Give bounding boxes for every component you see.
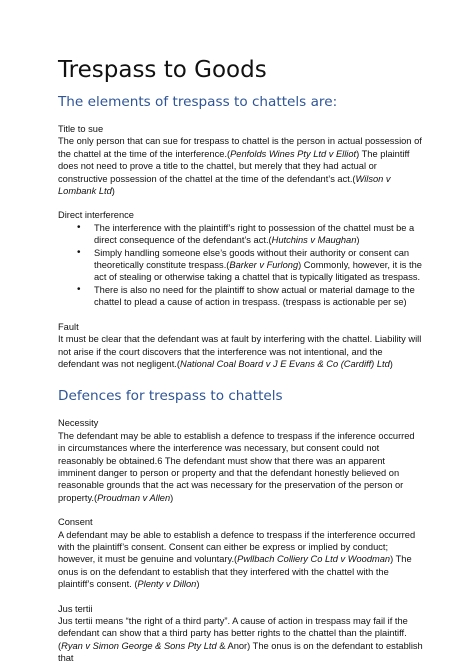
list-item (94, 284, 424, 309)
case-citation: Ryan v Simon George & Sons Pty Ltd (61, 640, 217, 651)
text-run: Jus tertii means “the right of a third party”. A cause of action in trespass may fail if the defendant can show that a third party has better rights to the chattel than the plaintiff. ( (58, 616, 408, 651)
text-run: A defendant may be able to establish a defence to trespass if the interference occurred with the plaintiff’s consent. Consent can either be express or implied by conduct; however, it must be genuine and voluntary.( (58, 529, 416, 565)
case-citation: Plenty v Dillon (137, 579, 197, 590)
text-run: ) The plaintiff does not need to prove a title to the chattel, but merely that they had actual or constructive possession of the chattel at the time of the defendant’s act.( (58, 148, 410, 184)
case-citation: National Coal Board v J E Evans & Co (Cardiff) Ltd (179, 358, 390, 369)
direct-interference-label: Direct interference (58, 210, 134, 221)
text-run: ) (170, 492, 174, 503)
text-run: ) Commonly, however, it is the act of stealing or otherwise taking a chattel that is typically litigated as trespass. (94, 260, 422, 283)
case-citation: Pwllbach Colliery Co Ltd v Woodman (237, 554, 391, 565)
section-jus-tertii (58, 603, 424, 665)
text-run: & Anor) The onus is on the defendant to establish that (58, 640, 423, 664)
direct-interference-list (58, 222, 424, 309)
text-run: The defendant may be able to establish a defence to trespass if the inference occurred in circumstances where the interference was necessary, but consent could not reasonably be obtained.6 The defendant must show that there was an apparent imminent danger to person or property and that the defendant honestly believed on reasonable grounds that the act was necessary for the preservation of the person or property.( (58, 430, 415, 503)
section-fault (58, 321, 424, 371)
section-necessity (58, 417, 424, 504)
consent-label: Consent (58, 517, 93, 528)
text-run: ) (111, 186, 115, 197)
fault-paragraph (58, 333, 424, 370)
text-run: ) (196, 579, 200, 590)
defences-heading: Defences for trespass to chattels (58, 388, 283, 405)
section-direct-interference (58, 209, 424, 308)
list-item (94, 222, 424, 247)
section-consent (58, 516, 424, 590)
title-to-sue-label: Title to sue (58, 124, 104, 134)
section-title-to-sue (58, 123, 424, 197)
case-citation: Barker v Furlong (229, 260, 299, 271)
text-run: ) (356, 235, 360, 246)
case-citation: Wilson v Lombank Ltd (58, 173, 391, 197)
text-run: It must be clear that the defendant was at fault by interfering with the chattel. Liability will not arise if the court discovers that the interference was not intentional, and the defendant was not negligent.( (58, 334, 422, 369)
elements-heading: The elements of trespass to chattels are: (58, 94, 338, 110)
title-to-sue-paragraph (58, 135, 424, 197)
text-run: There is also no need for the plaintiff to show actual or material damage to the chattel to plead a cause of action in trespass. (trespass is actionable per se) (94, 284, 415, 308)
fault-label: Fault (58, 321, 79, 332)
list-item (94, 247, 424, 284)
jus-tertii-paragraph (58, 615, 424, 665)
case-citation: Hutchins v Maughan (271, 235, 357, 246)
jus-tertii-label: Jus tertii (58, 603, 93, 614)
text-run: The only person that can sue for trespass to chattel is the person in actual possession of the chattel at the time of the interference.( (58, 136, 422, 159)
case-citation: Proudman v Allen (97, 492, 171, 503)
text-run: The interference with the plaintiff’s right to possession of the chattel must be a direct consequence of the defendant’s act.( (94, 222, 415, 246)
text-run: ) (389, 358, 393, 369)
text-run: ) The onus is on the defendant to establish that they interfered with the chattel with the plaintiff’s consent. ( (58, 554, 412, 590)
necessity-label: Necessity (58, 418, 99, 429)
consent-paragraph (58, 529, 424, 591)
text-run: Simply handling someone else’s goods without their authority or consent can theoretically constitute trespass.( (94, 247, 410, 271)
document-title: Trespass to Goods (58, 57, 267, 83)
necessity-paragraph (58, 430, 424, 504)
case-citation: Penfolds Wines Pty Ltd v Elliot (230, 148, 357, 159)
